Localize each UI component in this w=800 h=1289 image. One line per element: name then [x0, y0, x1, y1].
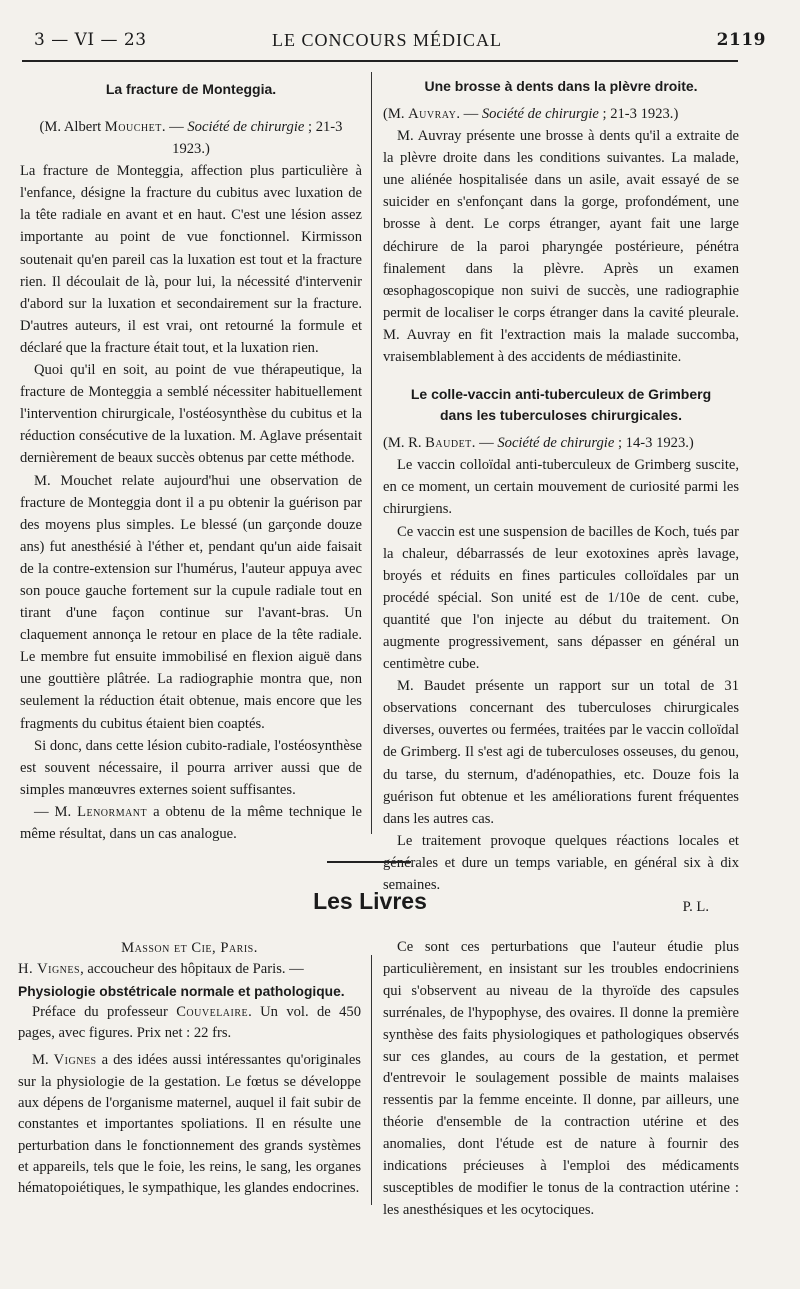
- book-review-right: [383, 937, 739, 1222]
- paragraph: M. Auvray présente une brosse à dents qu'il a extraite de la plèvre droite dans les conditions suivantes. La malade, une aliénée hospitalisée dans un asile, avait essayé de se suicider en s'enfonçant dans la gorge, profondément, une brosse à dent. Le corps étranger, ayant fait une large déchirure de la paroi pharyngée postérieure, pénétra finalement dans la plèvre. Après un examen œsophagoscopique non suivi de succès, une radiographie permit de localiser le corps étranger dans la cavité pleurale. M. Auvray en fit l'extraction mais la malade succomba, vraisemblablement à des accidents de médiastinite.: [383, 128, 739, 366]
- article-title: Une brosse à dents dans la plèvre droite.: [424, 78, 698, 94]
- paragraph: Ce vaccin est une suspension de bacilles de Koch, tués par la chaleur, débarrassés de leur exotoxines après lavage, broyés et réduits en fines particules colloïdales par un procédé spécial. Son unité est de 1/10e de cent. cube, quantité que l'on injecte au début du traitement. On augmente progressivement, sans dépasser en général un centimètre cube.: [383, 523, 739, 673]
- journal-title: LE CONCOURS MÉDICAL: [271, 30, 502, 50]
- author-name: Mouchet: [104, 119, 162, 135]
- paragraph: Le vaccin colloïdal anti-tuberculeux de Grimberg suscite, en ce moment, un certain mouvement de curiosité parmi les chirurgiens.: [383, 457, 739, 518]
- book-author-line: H. Vignes, accoucheur des hôpitaux de Paris. —: [18, 961, 304, 978]
- paragraph: Le traitement provoque quelques réactions locales et générales et dure un temps variable, en général six à dix semaines.: [383, 832, 739, 893]
- article-vaccin: [383, 384, 739, 918]
- article-column-right: [383, 76, 739, 918]
- section-rule: [327, 861, 411, 863]
- paragraph: M. Baudet présente un rapport sur un total de 31 observations concernant des tuberculoses chirurgicales diverses, ouvertes ou fermées, traitées par le vaccin colloïdal de Grimberg. Il s'est agi de tuberculoses osseuses, du genou, du tarse, du sternum, d'adénopathies, etc. Douze fois la guérison fut obtenue et les améliorations furent fréquentes dans les autres cas.: [383, 678, 739, 827]
- column-divider: [371, 955, 372, 1205]
- article-reference: (M. R. Baudet. — Société de chirurgie ; 14-3 1923.): [383, 435, 694, 452]
- society-name: Société de chirurgie: [497, 435, 615, 452]
- paragraph: M. Mouchet relate aujourd'hui une observation de fracture de Monteggia dont il a pu obtenir la guérison par des moyens plus simples. Le blessé (un garçonde douze ans) fut anesthésié à l'éther et, pendant qu'un aide faisait de la contre-extension sur l'humérus, l'auteur appuya avec son pouce gauche fortement sur la cupule radiale tout en tirant d'une façon continue sur l'avant-bras. Un claquement annonça le retour en place de la tête radiale. Le membre fut ensuite immobilisé en flexion aiguë dans une gouttière plâtrée. La radiographie montra que, non seulement la réduction était obtenue, mais encore que les fragments du cubitus étaient bien coaptés.: [20, 472, 362, 732]
- article-title: Le colle-vaccin anti-tuberculeux de Grimberg dans les tuberculoses chirurgicales.: [410, 386, 712, 424]
- issue-date: 3 — VI — 23: [34, 30, 147, 50]
- article-brosse: [383, 76, 739, 368]
- paragraph: La fracture de Monteggia, affection plus particulière à l'enfance, désigne la fracture du cubitus avec luxation de la tête radiale en avant et en haut. C'est une lésion assez importante au point de vue fonctionnel. Kirmisson soutenait qu'en pareil cas la luxation est tout et la fracture rien. Il découlait de là, pour lui, la nécessité d'intervenir d'abord sur la luxation et secondairement sur la fracture. D'autres auteurs, il est vrai, ont retourné la formule et déclaré que la fracture était tout, et la luxation rien.: [20, 163, 362, 356]
- society-name: Société de chirurgie: [187, 119, 305, 135]
- paragraph: Ce sont ces perturbations que l'auteur étudie plus particulièrement, en insistant sur les troubles endocriniens qui s'observent au niveau de la thyroïde des capsules surrénales, de l'hypophyse, des ovaires. Il donne la première synthèse des faits physiologiques et pathologiques observés sur ces glandes, au cours de la gestation, et permet d'entrevoir le soulagement possible de maints malaises ressentis par la femme enceinte. Il donne, par ailleurs, une théorie d'ensemble de la contraction utérine et des anomalies, dont l'étude est de nature à fournir des indications précieuses à l'emploi des médicaments susceptibles de modifier le tonus de la contraction utérine : les anesthésiques et les ocytociques.: [383, 939, 739, 1218]
- paragraph: — M. Lenormant a obtenu de la même technique le même résultat, dans un cas analogue.: [20, 803, 363, 842]
- paragraph: Si donc, dans cette lésion cubito-radiale, l'ostéosynthèse est souvent nécessaire, il pourra arriver aussi que de simples manœuvres externes soient suffisantes.: [20, 737, 362, 798]
- preface-author: Couvelaire: [176, 1003, 249, 1020]
- author-name: H. Vignes: [18, 961, 81, 978]
- author-name: Baudet: [425, 435, 472, 452]
- running-head: [34, 30, 766, 60]
- signature: P. L.: [682, 899, 709, 916]
- publisher: Masson et Cie, Paris.: [121, 940, 258, 956]
- author-name: Lenormant: [77, 803, 148, 820]
- book-details: Préface du professeur Couvelaire. Un vol. de 450 pages, avec figures. Prix net : 22 frs.: [18, 1003, 361, 1042]
- author-name: Vignes: [53, 1052, 97, 1069]
- article-title: La fracture de Monteggia.: [105, 81, 277, 97]
- page-number: 2119: [716, 30, 766, 50]
- article-reference: (M. Auvray. — Société de chirurgie ; 21-3 1923.): [383, 106, 679, 122]
- header-rule: [22, 60, 738, 62]
- article-monteggia: [20, 79, 362, 845]
- paragraph: M. Vignes a des idées aussi intéressantes qu'originales sur la physiologie de la gestation. Le fœtus se développe aux dépens de l'organisme maternel, auquel il fait subir de constantes et importantes spoliations. Il en résulte une perturbation dans le fonctionnement des grands systèmes et appareils, tels que le foie, les reins, le sang, les organes hématopoiétiques, le sympathique, les glandes endocrines.: [18, 1052, 361, 1197]
- section-title: Les Livres: [313, 888, 427, 914]
- paragraph: Quoi qu'il en soit, au point de vue thérapeutique, la fracture de Monteggia a semblé nécessiter habituellement l'intervention chirurgicale, l'ostéosynthèse du cubitus et la réduction consécutive de la luxation. M. Aglave présentait dernièrement de beaux succès obtenus par cette méthode.: [20, 362, 362, 467]
- article-reference: (M. Albert Mouchet. — Société de chirurgie ; 21-3 1923.): [39, 119, 343, 158]
- book-review-left: [18, 938, 361, 1200]
- column-divider: [371, 72, 372, 834]
- book-title: Physiologie obstétricale normale et pathologique.: [18, 983, 345, 999]
- author-name: Auvray: [408, 106, 457, 122]
- society-name: Société de chirurgie: [481, 106, 599, 122]
